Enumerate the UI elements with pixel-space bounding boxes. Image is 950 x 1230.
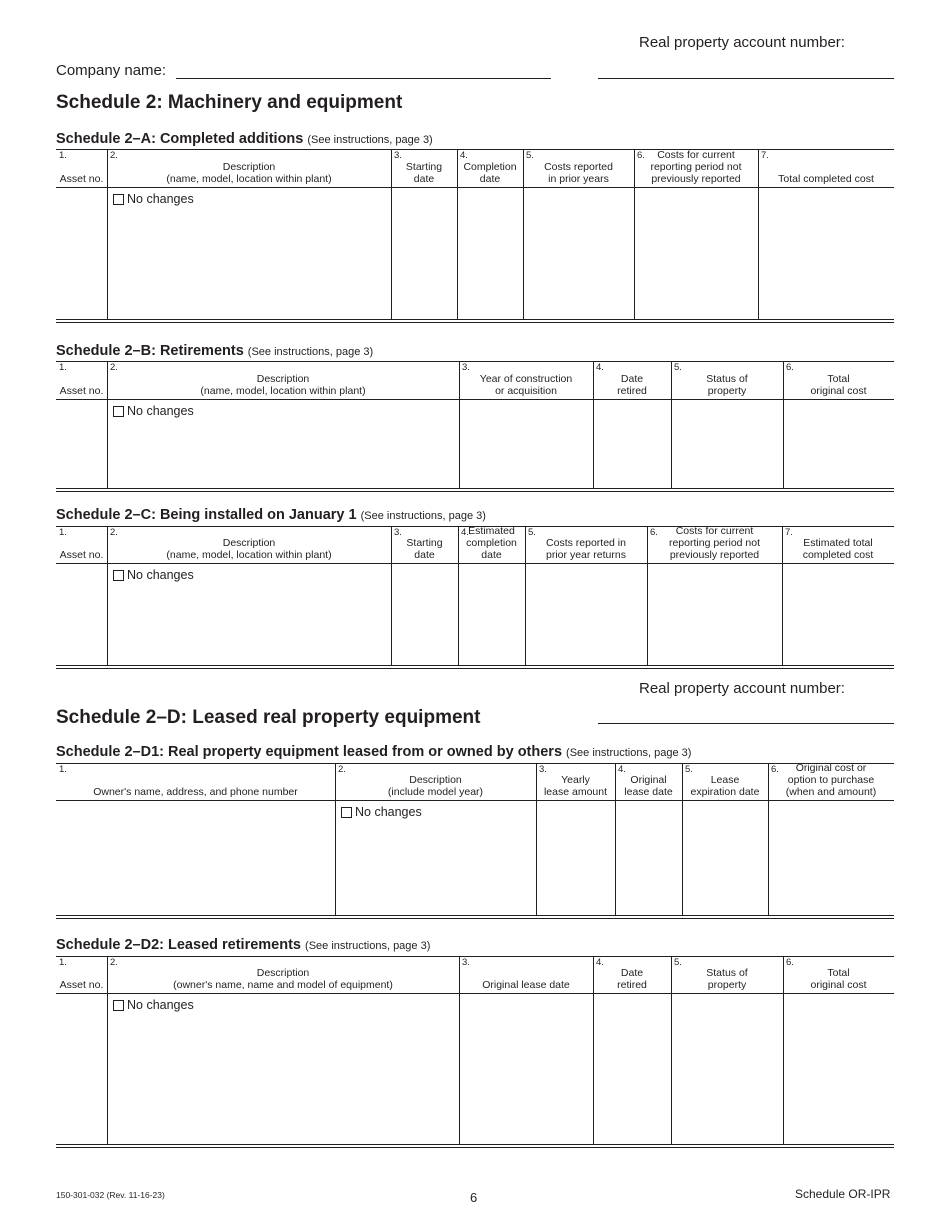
table-bottom-rule bbox=[56, 491, 894, 492]
column-label: Costs reported in prior year returns bbox=[546, 537, 626, 561]
table-bottom-rule bbox=[56, 322, 894, 323]
s2a-column-header-7 bbox=[758, 150, 894, 187]
checkbox-square[interactable] bbox=[113, 570, 124, 581]
s2a-entry-cell-2[interactable] bbox=[107, 188, 391, 319]
table-bottom-rule bbox=[56, 1147, 894, 1148]
column-label: Costs for current reporting period not previously reported bbox=[668, 525, 761, 561]
s2b-column-header-5 bbox=[671, 362, 783, 399]
column-number: 6. bbox=[786, 957, 794, 968]
real-property-account-label: Real property account number: bbox=[639, 34, 845, 51]
s2b-header-row bbox=[56, 361, 894, 400]
column-number: 2. bbox=[338, 764, 346, 775]
column-label: Date retired bbox=[617, 373, 647, 397]
s2d1-entry-cell-1[interactable] bbox=[56, 801, 335, 915]
column-number: 3. bbox=[394, 150, 402, 161]
s2d2-header-row bbox=[56, 956, 894, 994]
s2d1-column-header-6 bbox=[768, 764, 894, 800]
column-label: Description (name, model, location within plant) bbox=[166, 161, 332, 185]
column-label: Description (name, model, location within plant) bbox=[166, 537, 332, 561]
s2c-column-header-6 bbox=[647, 527, 782, 563]
s2a-entry-cell-7[interactable] bbox=[758, 188, 894, 319]
s2b-column-header-1 bbox=[56, 362, 107, 399]
column-number: 5. bbox=[528, 527, 536, 538]
checkbox-square[interactable] bbox=[113, 1000, 124, 1011]
s2d2-column-header-2 bbox=[107, 957, 459, 993]
s2d1-no-changes-checkbox[interactable] bbox=[341, 805, 422, 819]
s2c-entry-cell-6[interactable] bbox=[647, 564, 782, 665]
column-label: Estimated total completed cost bbox=[802, 537, 874, 561]
s2a-column-header-1 bbox=[56, 150, 107, 187]
schedule-2b-table bbox=[56, 361, 894, 490]
schedule-2d2-table bbox=[56, 956, 894, 1149]
schedule-2c-table bbox=[56, 526, 894, 669]
s2a-entry-cell-5[interactable] bbox=[523, 188, 634, 319]
s2d2-entry-cell-4[interactable] bbox=[593, 994, 671, 1144]
s2c-column-header-2 bbox=[107, 527, 391, 563]
column-label: Costs reported in prior years bbox=[544, 161, 613, 185]
column-label: Yearly lease amount bbox=[543, 774, 608, 798]
s2a-column-header-2 bbox=[107, 150, 391, 187]
column-label: Original lease date bbox=[624, 774, 673, 798]
s2d1-column-header-4 bbox=[615, 764, 682, 800]
column-label: Starting date bbox=[406, 537, 443, 561]
s2b-column-header-2 bbox=[107, 362, 459, 399]
column-number: 4. bbox=[596, 362, 604, 373]
schedule-2a-title: Schedule 2–A: Completed additions (See instructions, page 3) bbox=[56, 131, 433, 147]
column-label: Date retired bbox=[617, 967, 647, 991]
column-number: 3. bbox=[539, 764, 547, 775]
column-number: 6. bbox=[771, 764, 779, 775]
column-label: Asset no. bbox=[59, 173, 104, 185]
s2d1-entry-cell-6[interactable] bbox=[768, 801, 894, 915]
column-number: 1. bbox=[59, 764, 67, 775]
column-number: 2. bbox=[110, 150, 118, 161]
column-number: 1. bbox=[59, 957, 67, 968]
checkbox-square[interactable] bbox=[113, 406, 124, 417]
column-label: Total original cost bbox=[810, 967, 867, 991]
real-property-account-field[interactable] bbox=[598, 78, 894, 79]
column-label: Status of property bbox=[706, 373, 748, 397]
s2a-column-header-5 bbox=[523, 150, 634, 187]
schedule-2b-title: Schedule 2–B: Retirements (See instructions, page 3) bbox=[56, 343, 374, 359]
column-number: 5. bbox=[674, 362, 682, 373]
s2b-entry-cell-4[interactable] bbox=[593, 400, 671, 488]
table-bottom-rule bbox=[56, 488, 894, 489]
page-number: 6 bbox=[470, 1190, 478, 1205]
no-changes-label: No changes bbox=[127, 998, 194, 1012]
s2d2-column-header-4 bbox=[593, 957, 671, 993]
s2d2-column-header-3 bbox=[459, 957, 593, 993]
column-label: Owner's name, address, and phone number bbox=[93, 786, 298, 798]
column-number: 4. bbox=[596, 957, 604, 968]
s2c-header-row bbox=[56, 526, 894, 564]
column-number: 4. bbox=[460, 150, 468, 161]
s2c-column-header-3 bbox=[391, 527, 458, 563]
s2c-entry-cell-5[interactable] bbox=[525, 564, 647, 665]
column-label: Description (owner's name, name and model of equipment) bbox=[173, 967, 393, 991]
s2d2-column-header-5 bbox=[671, 957, 783, 993]
s2c-column-header-5 bbox=[525, 527, 647, 563]
column-label: Total original cost bbox=[810, 373, 867, 397]
column-number: 4. bbox=[618, 764, 626, 775]
column-number: 1. bbox=[59, 527, 67, 538]
schedule-name: Schedule OR-IPR bbox=[795, 1187, 891, 1201]
column-number: 6. bbox=[786, 362, 794, 373]
s2a-entry-cell-6[interactable] bbox=[634, 188, 758, 319]
s2c-entry-cell-3[interactable] bbox=[391, 564, 458, 665]
column-number: 2. bbox=[110, 362, 118, 373]
s2c-entry-cell-4[interactable] bbox=[458, 564, 525, 665]
s2c-entry-cell-7[interactable] bbox=[782, 564, 894, 665]
table-bottom-rule bbox=[56, 319, 894, 320]
s2c-no-changes-checkbox[interactable] bbox=[113, 568, 194, 582]
schedule-2d1-title: Schedule 2–D1: Real property equipment leased from or owned by others (See instructions, page 3) bbox=[56, 744, 692, 760]
s2d1-column-header-5 bbox=[682, 764, 768, 800]
checkbox-square[interactable] bbox=[113, 194, 124, 205]
table-bottom-rule bbox=[56, 915, 894, 916]
column-label: Description (include model year) bbox=[387, 774, 484, 798]
column-number: 7. bbox=[761, 150, 769, 161]
schedule-2d1-table bbox=[56, 763, 894, 919]
checkbox-square[interactable] bbox=[341, 807, 352, 818]
s2d1-column-header-1 bbox=[56, 764, 335, 800]
column-label: Year of construction or acquisition bbox=[479, 373, 573, 397]
s2d2-entry-cell-6[interactable] bbox=[783, 994, 894, 1144]
column-label: Starting date bbox=[405, 161, 443, 185]
column-number: 1. bbox=[59, 150, 67, 161]
column-number: 7. bbox=[785, 527, 793, 538]
column-label: Lease expiration date bbox=[690, 774, 760, 798]
schedule-2-title: Schedule 2: Machinery and equipment bbox=[56, 92, 403, 113]
column-label: Description (name, model, location within plant) bbox=[200, 373, 366, 397]
s2d2-entry-cell-2[interactable] bbox=[107, 994, 459, 1144]
column-label: Original lease date bbox=[482, 979, 570, 991]
table-bottom-rule bbox=[56, 1144, 894, 1145]
s2d1-entry-cell-5[interactable] bbox=[682, 801, 768, 915]
table-bottom-rule bbox=[56, 668, 894, 669]
no-changes-label: No changes bbox=[127, 568, 194, 582]
s2b-entry-cell-5[interactable] bbox=[671, 400, 783, 488]
s2d1-entry-cell-3[interactable] bbox=[536, 801, 615, 915]
s2d1-entry-cell-4[interactable] bbox=[615, 801, 682, 915]
s2b-column-header-6 bbox=[783, 362, 894, 399]
schedule-2d-account-label: Real property account number: bbox=[639, 680, 845, 697]
column-number: 5. bbox=[526, 150, 534, 161]
s2c-column-header-7 bbox=[782, 527, 894, 563]
s2c-column-header-4 bbox=[458, 527, 525, 563]
column-number: 6. bbox=[637, 150, 645, 161]
schedule-2a-table bbox=[56, 149, 894, 323]
s2d2-entry-cell-5[interactable] bbox=[671, 994, 783, 1144]
column-label: Costs for current reporting period not previously reported bbox=[650, 149, 742, 185]
column-number: 4. bbox=[461, 527, 469, 538]
no-changes-label: No changes bbox=[127, 404, 194, 418]
schedule-2d-title: Schedule 2–D: Leased real property equipment bbox=[56, 707, 481, 728]
s2b-entry-cell-1[interactable] bbox=[56, 400, 107, 488]
s2d1-column-header-2 bbox=[335, 764, 536, 800]
column-label: Original cost or option to purchase (when and amount) bbox=[785, 762, 877, 798]
column-label: Asset no. bbox=[59, 385, 104, 397]
s2a-no-changes-checkbox[interactable] bbox=[113, 192, 194, 206]
s2d2-entry-cell-1[interactable] bbox=[56, 994, 107, 1144]
column-label: Asset no. bbox=[59, 979, 104, 991]
s2a-column-header-4 bbox=[457, 150, 523, 187]
column-label: Estimated completion date bbox=[466, 525, 517, 561]
s2b-column-header-4 bbox=[593, 362, 671, 399]
column-number: 6. bbox=[650, 527, 658, 538]
column-number: 2. bbox=[110, 527, 118, 538]
table-bottom-rule bbox=[56, 665, 894, 666]
schedule-2d2-title: Schedule 2–D2: Leased retirements (See instructions, page 3) bbox=[56, 937, 431, 953]
column-label: Asset no. bbox=[59, 549, 104, 561]
s2c-entry-cell-1[interactable] bbox=[56, 564, 107, 665]
company-name-field[interactable] bbox=[176, 78, 551, 79]
s2a-entry-cell-3[interactable] bbox=[391, 188, 457, 319]
column-number: 5. bbox=[685, 764, 693, 775]
s2b-entry-cell-6[interactable] bbox=[783, 400, 894, 488]
column-number: 1. bbox=[59, 362, 67, 373]
column-label: Completion date bbox=[463, 161, 517, 185]
column-number: 5. bbox=[674, 957, 682, 968]
column-number: 3. bbox=[462, 957, 470, 968]
s2c-column-header-1 bbox=[56, 527, 107, 563]
s2d2-entry-cell-3[interactable] bbox=[459, 994, 593, 1144]
column-label: Total completed cost bbox=[778, 173, 874, 185]
no-changes-label: No changes bbox=[355, 805, 422, 819]
s2a-entry-cell-1[interactable] bbox=[56, 188, 107, 319]
schedule-2d-account-field[interactable] bbox=[598, 723, 894, 724]
form-number: 150-301-032 (Rev. 11-16-23) bbox=[56, 1190, 165, 1200]
company-name-label: Company name: bbox=[56, 62, 167, 79]
s2d2-column-header-6 bbox=[783, 957, 894, 993]
no-changes-label: No changes bbox=[127, 192, 194, 206]
s2d1-column-header-3 bbox=[536, 764, 615, 800]
schedule-2c-title: Schedule 2–C: Being installed on January 1 (See instructions, page 3) bbox=[56, 507, 486, 523]
s2b-entry-cell-3[interactable] bbox=[459, 400, 593, 488]
s2d2-column-header-1 bbox=[56, 957, 107, 993]
column-number: 3. bbox=[462, 362, 470, 373]
s2a-entry-cell-4[interactable] bbox=[457, 188, 523, 319]
s2b-no-changes-checkbox[interactable] bbox=[113, 404, 194, 418]
s2b-column-header-3 bbox=[459, 362, 593, 399]
table-bottom-rule bbox=[56, 918, 894, 919]
column-label: Status of property bbox=[706, 967, 748, 991]
s2a-header-row bbox=[56, 149, 894, 188]
s2a-column-header-3 bbox=[391, 150, 457, 187]
column-number: 2. bbox=[110, 957, 118, 968]
s2d2-no-changes-checkbox[interactable] bbox=[113, 998, 194, 1012]
column-number: 3. bbox=[394, 527, 402, 538]
s2a-column-header-6 bbox=[634, 150, 758, 187]
